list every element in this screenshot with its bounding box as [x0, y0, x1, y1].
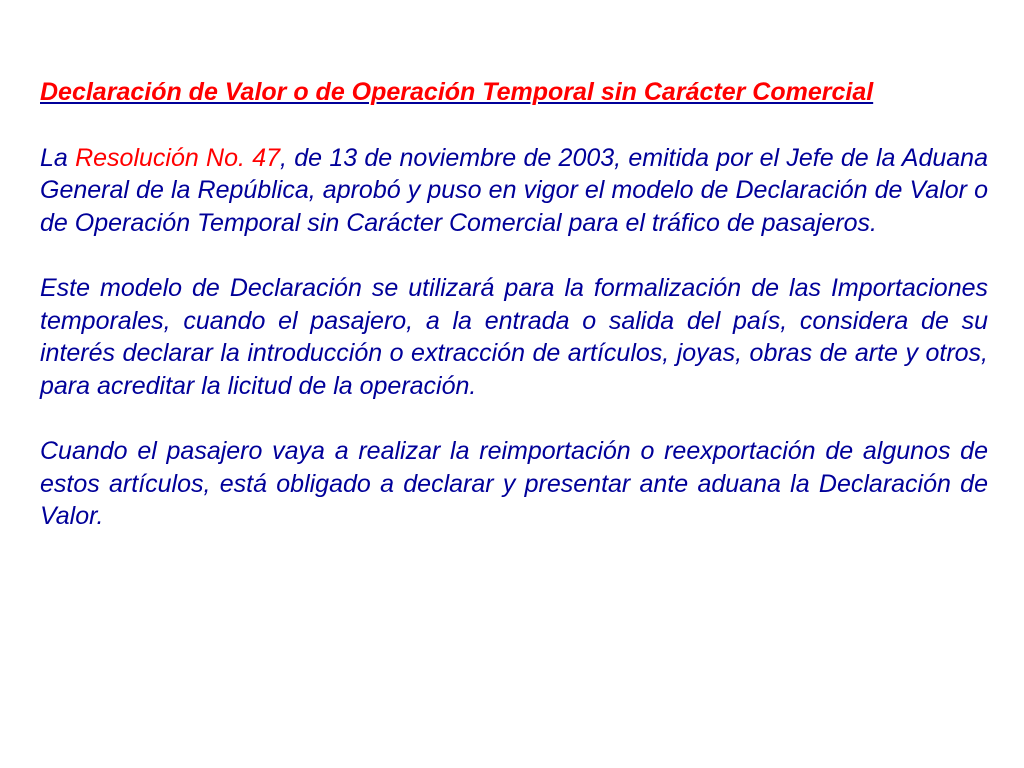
paragraph-reimport: Cuando el pasajero vaya a realizar la reimportación o reexportación de algunos de estos artículos, está obligado a declarar y presentar ante aduana la Declaración de Valor. [40, 437, 988, 530]
paragraph-resolution [40, 142, 988, 240]
paragraph-model-usage: Este modelo de Declaración se utilizará para la formalización de las Importaciones temporales, cuando el pasajero, a la entrada o salida del país, considera de su interés declarar la introducción o extracción de artículos, joyas, obras de arte y otros, para acreditar la licitud de la operación. [40, 274, 988, 400]
slide-title: Declaración de Valor o de Operación Temporal sin Carácter Comercial [40, 78, 874, 106]
paragraph-prefix: La [40, 143, 76, 172]
paragraph-rest: , de 13 de noviembre de 2003, emitida por el Jefe de la Aduana General de la República, aprobó y puso en vigor el modelo de Declaración de Valor o de Operación Temporal sin Carácter Comercial para el tráfico de pasajeros. [40, 143, 988, 237]
slide-content [40, 76, 988, 533]
resolution-reference: Resolución No. 47 [75, 143, 281, 172]
